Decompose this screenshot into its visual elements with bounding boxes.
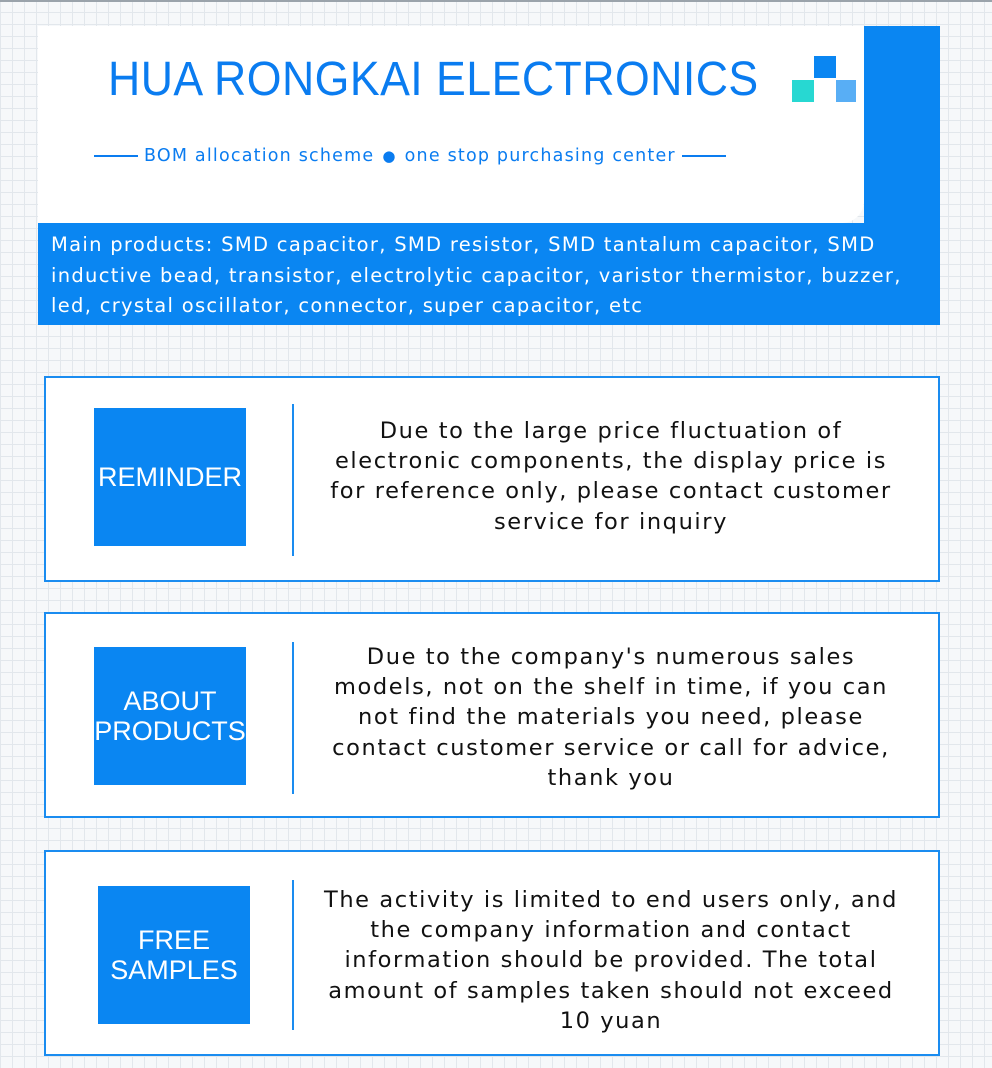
notice-card-about-products — [44, 612, 940, 818]
notice-divider — [292, 642, 294, 794]
notice-card-reminder — [44, 376, 940, 582]
tagline-bullet: ● — [382, 147, 397, 165]
main-products-text: Main products: SMD capacitor, SMD resistor, SMD tantalum capacitor, SMD inductive bead, transistor, electrolytic capacitor, varistor thermistor, buzzer, led, crystal oscillator, connector, super capacitor, etc — [51, 233, 902, 317]
blocks-logo-icon — [792, 56, 856, 104]
notice-text-free-samples: The activity is limited to end users only, and the company information and contact information should be provided. The total amount of samples taken should not exceed 10 yuan — [323, 887, 899, 1034]
notice-tag-about-products: ABOUT PRODUCTS — [94, 647, 246, 785]
notice-card-free-samples — [44, 850, 940, 1056]
tagline-right-rule — [682, 155, 726, 157]
notice-text-about-products: Due to the company's numerous sales models, not on the shelf in time, if you can not find the materials you need, please contact customer service or call for advice, thank you — [332, 644, 890, 791]
notice-divider — [292, 404, 294, 556]
top-border-line — [0, 0, 992, 2]
notice-tag-free-samples: FREE SAMPLES — [98, 886, 250, 1024]
tagline-right-text: one stop purchasing center — [404, 146, 676, 166]
notice-divider — [292, 880, 294, 1030]
tagline — [94, 146, 774, 166]
notice-tag-reminder: REMINDER — [94, 408, 246, 546]
notice-text-reminder: Due to the large price fluctuation of electronic components, the display price is for reference only, please contact customer service for inquiry — [330, 418, 892, 535]
tagline-left-rule — [94, 155, 138, 157]
brand-title: HUA RONGKAI ELECTRONICS — [108, 53, 759, 106]
header-accent-block — [864, 26, 940, 232]
tagline-left-text: BOM allocation scheme — [144, 146, 375, 166]
